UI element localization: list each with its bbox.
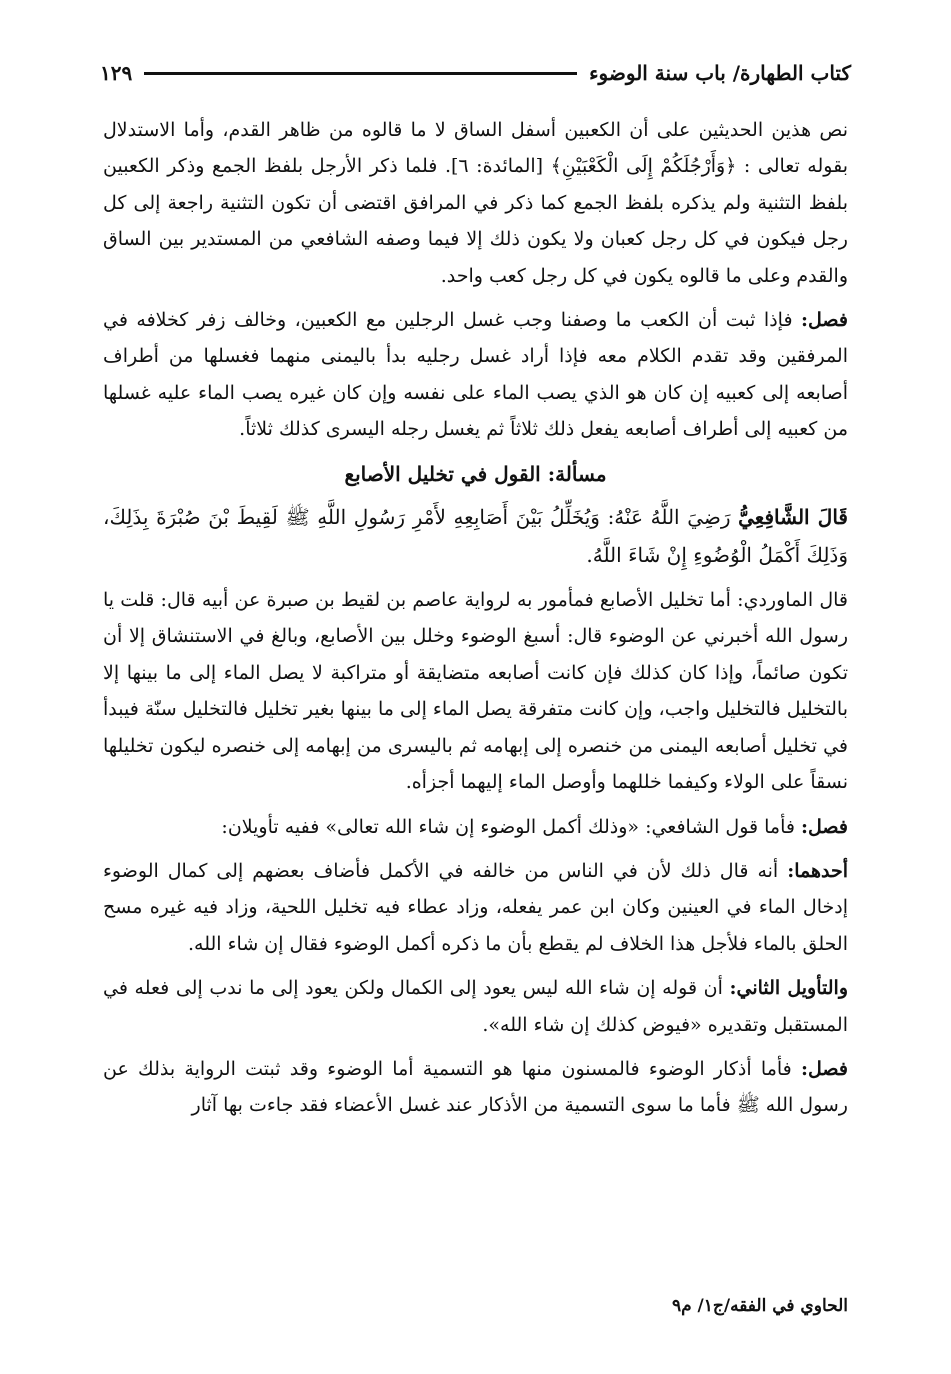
paragraph-label: أحدهما:: [787, 859, 848, 882]
quote-label: قَالَ الشَّافِعِيُّ: [738, 505, 848, 530]
paragraph: [103, 582, 848, 800]
paragraph: [103, 1051, 848, 1124]
footer-signature: الحاوي في الفقه/ج١/ م٩: [671, 1296, 848, 1316]
header-rule: [144, 72, 577, 75]
paragraph-label: فصل:: [801, 309, 848, 332]
page-number: ١٢٩: [100, 61, 133, 85]
paragraph-text: فأما قول الشافعي: «وذلك أكمل الوضوء إن شاء الله تعالى» ففيه تأويلان:: [221, 815, 795, 838]
paragraph-text: أن قوله إن شاء الله ليس يعود إلى الكمال ولكن يعود إلى ما ندب إلى فعله في المستقبل وتقديره «فيوض كذلك إن شاء الله».: [103, 977, 848, 1036]
paragraph-text: قال الماوردي: أما تخليل الأصابع فمأمور به لرواية عاصم بن لقيط بن صبرة عن أبيه قال: قلت يا رسول الله أخبرني عن الوضوء قال: أسبغ الوضوء وخلل بين الأصابع، وبالغ في الاستنشاق إلا أن تكون صائماً، وإذا كان كذلك فإن كانت أصابعه متضايقة أو متراكبة لا يصل الماء إلى ما بينها إلا بالتخليل فالتخليل واجب، وإن كانت متفرقة يصل الماء إلى ما بينها بغير تخليل فالتخليل سنّة فيبدأ في تخليل أصابعه اليمنى من خنصره إلى إبهامه ثم باليسرى من إبهامه إلى خنصره ليكون تخليلها نسقاً على الولاء وكيفما خللهما وأوصل الماء إليهما أجزأه.: [103, 589, 848, 794]
paragraph-label: والتأويل الثاني:: [729, 977, 848, 1000]
paragraph: [103, 970, 848, 1043]
paragraph-text: فأما أذكار الوضوء فالمسنون منها هو التسمية أما الوضوء وقد ثبتت الرواية بذلك عن رسول الله ﷺ فأما ما سوى التسمية من الأذكار عند غسل الأعضاء فقد جاءت بها آثار: [103, 1057, 848, 1117]
quoted-text: [103, 498, 848, 574]
paragraph-text: نص هذين الحديثين على أن الكعبين أسفل الساق لا ما قالوه من ظاهر القدم، وأما الاستدلال بقوله تعالى : ﴿وَأَرْجُلَكُمْ إِلَى الْكَعْبَيْنِ﴾ [المائدة: ٦]. فلما ذكر الأرجل بلفظ الجمع وذكر الكعبين بلفظ التثنية ولم يذكره بلفظ الجمع كما ذكر في المرافق اقتضى أن تكون التثنية راجعة إلى كل رجل فيكون في كل رجل كعبان ولا يكون ذلك إلا فيما وصفه الشافعي من المستدير بين الساق والقدم وعلى ما قالوه يكون في كل رجل كعب واحد.: [103, 119, 848, 287]
paragraph: [103, 302, 848, 448]
page-body: [103, 112, 848, 1132]
running-header: [100, 58, 851, 88]
paragraph-text: فإذا ثبت أن الكعب ما وصفنا وجب غسل الرجلين مع الكعبين، وخالف زفر كخلافه في المرفقين وقد تقدم الكلام معه فإذا أراد غسل رجليه بدأ باليمنى منهما فغسلها من أطراف أصابعه إلى كعبيه إن كان هو الذي يصب الماء على نفسه وإن كان غيره يصب الماء عليه غسلها من كعبيه إلى أطراف أصابعه يفعل ذلك ثلاثاً ثم يغسل رجله اليسرى كذلك ثلاثاً.: [103, 309, 848, 441]
paragraph: [103, 809, 848, 845]
section-heading: مسألة: القول في تخليل الأصابع: [344, 461, 607, 486]
paragraph: [103, 112, 848, 294]
header-title: كتاب الطهارة/ باب سنة الوضوء: [589, 61, 851, 85]
paragraph-text: أنه قال ذلك لأن في الناس من خالفه في الأكمل فأضاف بعضهم إلى كمال الوضوء إدخال الماء في العينين وكان ابن عمر يفعله، وزاد عطاء فيه تخليل اللحية، وزاد فيه غيره مسح الحلق بالماء فلأجل هذا الخلاف لم يقطع بأن ما ذكره أكمل الوضوء فقال إن شاء الله.: [103, 859, 848, 955]
quote-body: رَضِيَ اللَّهُ عَنْهُ: وَيُخَلِّلُ بَيْنَ أَصَابِعِهِ لأَمْرِ رَسُولِ اللَّهِ ﷺ لَقِيطَ بْنَ صُبْرَةَ بِذَلِكَ، وَذَلِكَ أَكْمَلُ الْوُضُوءِ إِنْ شَاءَ اللَّهُ.: [103, 505, 848, 568]
paragraph: [103, 853, 848, 962]
paragraph-label: فصل:: [801, 1057, 848, 1080]
paragraph-label: فصل:: [801, 815, 848, 838]
